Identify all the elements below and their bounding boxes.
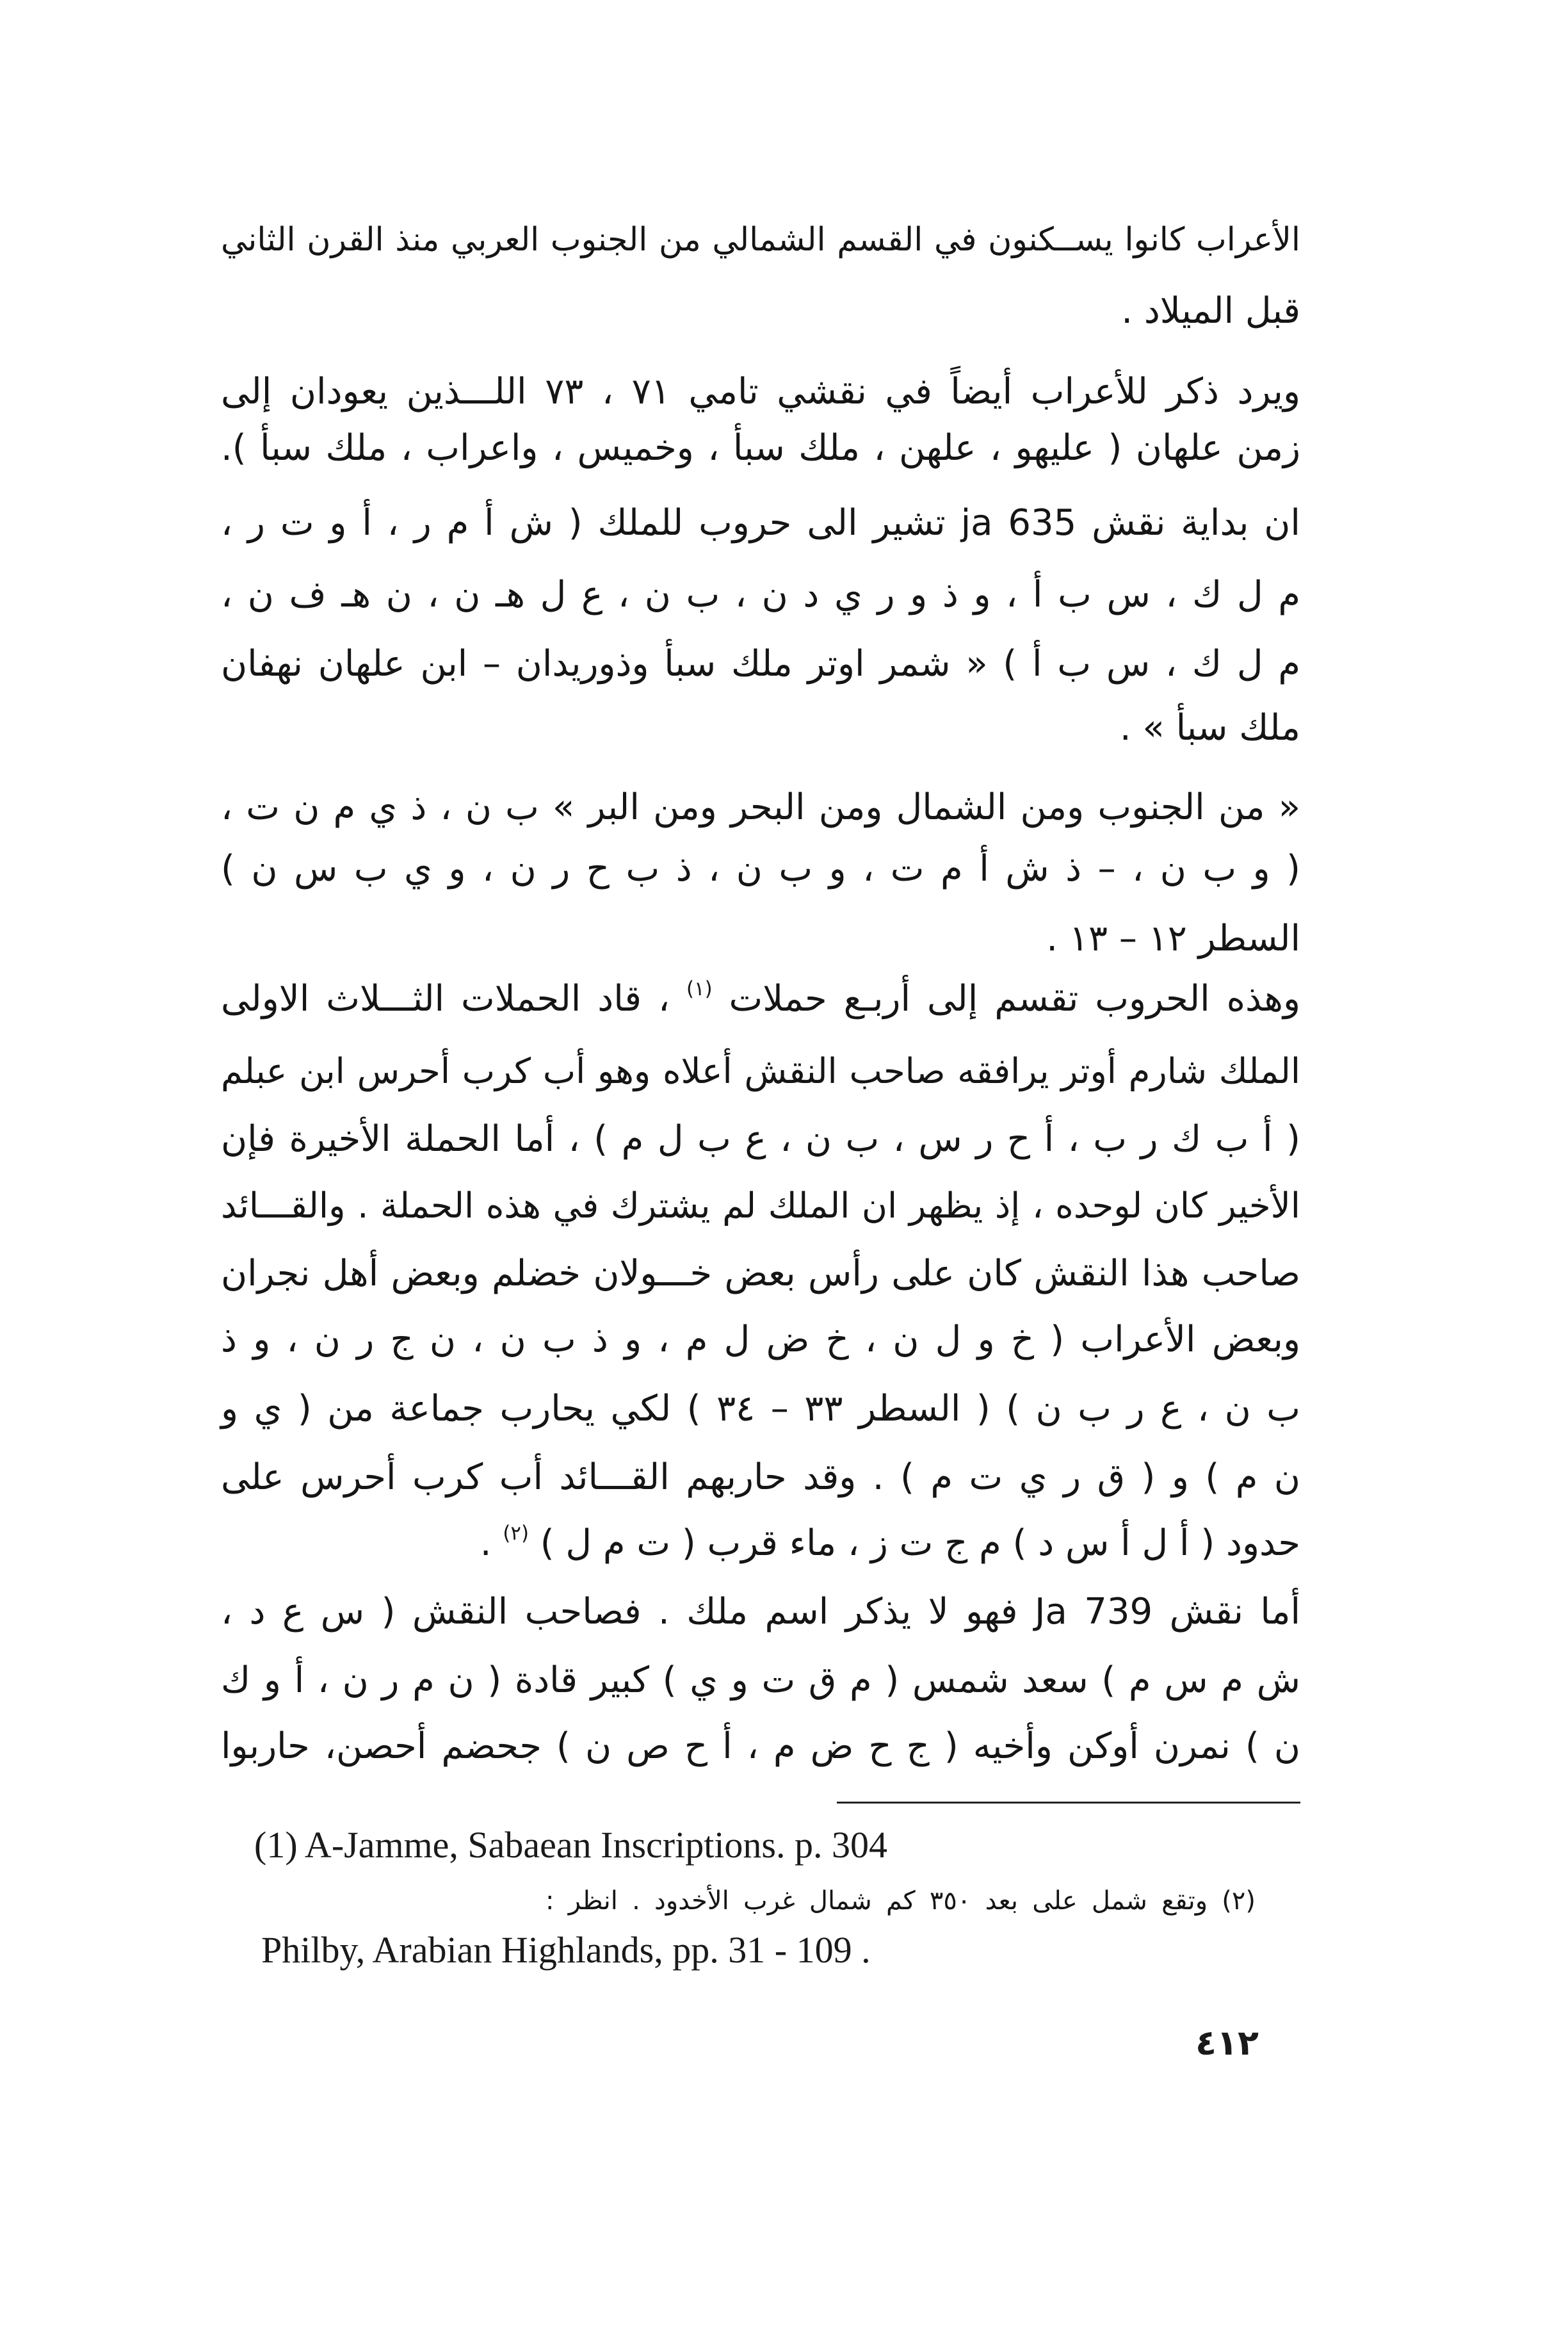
- body-line-16: [221, 1239, 1300, 1309]
- line-text: ملك سبأ » .: [1119, 707, 1300, 749]
- line-text: م ل ك ، س ب أ ) « شمر اوتر ملك سبأ وذوريدان – ابن علهان نهفان: [221, 643, 1300, 685]
- body-line-13: [221, 1036, 1300, 1106]
- footnote-1: (1) A-Jamme, Sabaean Inscriptions. p. 304: [254, 1824, 888, 1866]
- line-text-before-note: وهذه الحروب تقسم إلى أربـع حملات: [729, 978, 1300, 1020]
- line-text: [480, 1508, 1300, 1579]
- line-text: ان بداية نقش ja 635 تشير الى حروب للملك ( ش أ م ر ، أ و ت ر ،: [220, 502, 1300, 544]
- body-line-17: [221, 1305, 1300, 1375]
- line-text: وبعض الأعراب ( خ و ل ن ، خ ض ل م ، و ذ ب ن ، ن ج ر ن ، و ذ: [221, 1319, 1300, 1360]
- footnote-2-text: (٢) وتقع شمل على بعد ٣٥٠ كم شمال غرب الأخدود . انظر :: [546, 1886, 1256, 1916]
- line-text: ( أ ب ك ر ب ، أ ح ر س ، ب ن ، ع ب ل م ) ، أما الحملة الأخيرة فإن: [221, 1118, 1300, 1160]
- line-text: ب ن ، ع ر ب ن ) ( السطر ٣٣ – ٣٤ ) لكي يحارب جماعة من ( ي و: [221, 1388, 1300, 1430]
- body-line-8: [221, 693, 1300, 763]
- body-line-5: [221, 488, 1300, 558]
- body-line-9: [221, 772, 1300, 843]
- body-line-4: [221, 413, 1300, 484]
- footnote-2: [546, 1878, 1256, 1923]
- line-text: ( و ب ن ، – ذ ش أ م ت ، و ب ن ، ذ ب ح ر ن ، و ي ب س ن ): [221, 848, 1300, 890]
- line-text: قبل الميلاد .: [1121, 290, 1300, 332]
- footnote-marker-2: (٢): [503, 1521, 529, 1545]
- body-line-23: [221, 1711, 1300, 1782]
- line-text: الأعراب كانوا يســكنون في القسم الشمالي من الجنوب العربي منذ القرن الثاني: [221, 220, 1300, 258]
- line-text: الأخير كان لوحده ، إذ يظهر ان الملك لم يشترك في هذه الحملة . والقـــائد: [221, 1185, 1300, 1226]
- line-text: ش م س م ) سعد شمس ( م ق ت و ي ) كبير قادة ( ن م ر ن ، أ و ك: [221, 1659, 1300, 1701]
- footnote-marker-1: (١): [686, 977, 713, 1000]
- line-text: [221, 964, 1300, 1034]
- footnote-rule: [837, 1802, 1300, 1804]
- body-line-20: [221, 1508, 1300, 1579]
- line-text: ن ) نمرن أوكن وأخيه ( ج ح ض م ، أ ح ص ن ) جحضم أحصن، حاربوا: [221, 1725, 1300, 1767]
- line-text: زمن علهان ( عليهو ، علهن ، ملك سبأ ، وخميس ، واعراب ، ملك سبأ ).: [221, 427, 1300, 469]
- body-line-21: [221, 1577, 1300, 1647]
- body-line-22: [221, 1645, 1300, 1716]
- line-text-after-note: ، قاد الحملات الثـــلاث الاولى: [221, 978, 687, 1020]
- line-text-after-note: .: [480, 1522, 503, 1564]
- body-line-18: [221, 1374, 1300, 1444]
- body-line-19: [221, 1442, 1300, 1513]
- line-text-before-note: حدود ( أ ل أ س د ) م ج ت ز ، ماء قرب ( ت م ل ): [540, 1522, 1300, 1564]
- body-line-10: [221, 834, 1300, 904]
- line-text: أما نقش Ja 739 فهو لا يذكر اسم ملك . فصاحب النقش ( س ع د ،: [221, 1591, 1300, 1633]
- body-line-6: [221, 560, 1300, 630]
- line-text: الملك شارم أوتر يرافقه صاحب النقش أعلاه وهو أب كرب أحرس ابن عبلم: [221, 1050, 1300, 1091]
- line-text: م ل ك ، س ب أ ، و ذ و ر ي د ن ، ب ن ، ع ل هـ ن ، ن هـ ف ن ،: [221, 574, 1300, 615]
- line-text: « من الجنوب ومن الشمال ومن البحر ومن البر » ب ن ، ذ ي م ن ت ،: [221, 786, 1300, 828]
- body-line-1: [221, 204, 1300, 275]
- line-text: صاحب هذا النقش كان على رأس بعض خـــولان خضلم وبعض أهل نجران: [221, 1253, 1300, 1294]
- line-text: السطر ١٢ – ١٣ .: [1046, 918, 1300, 959]
- body-line-12: [221, 964, 1300, 1034]
- body-line-14: [221, 1104, 1300, 1175]
- body-line-15: [221, 1170, 1300, 1241]
- body-line-7: [221, 629, 1300, 699]
- body-line-2: [221, 276, 1300, 346]
- line-text: ويرد ذكر للأعراب أيضاً في نقشي تامي ٧١ ، ٧٣ اللـــذين يعودان إلى: [221, 371, 1300, 412]
- line-text: ن م ) و ( ق ر ي ت م ) . وقد حاربهم القـــائد أب كرب أحرس على: [221, 1456, 1300, 1498]
- footnote-3: Philby, Arabian Highlands, pp. 31 - 109 .: [261, 1929, 871, 1971]
- page-number: ٤١٢: [1195, 2023, 1259, 2063]
